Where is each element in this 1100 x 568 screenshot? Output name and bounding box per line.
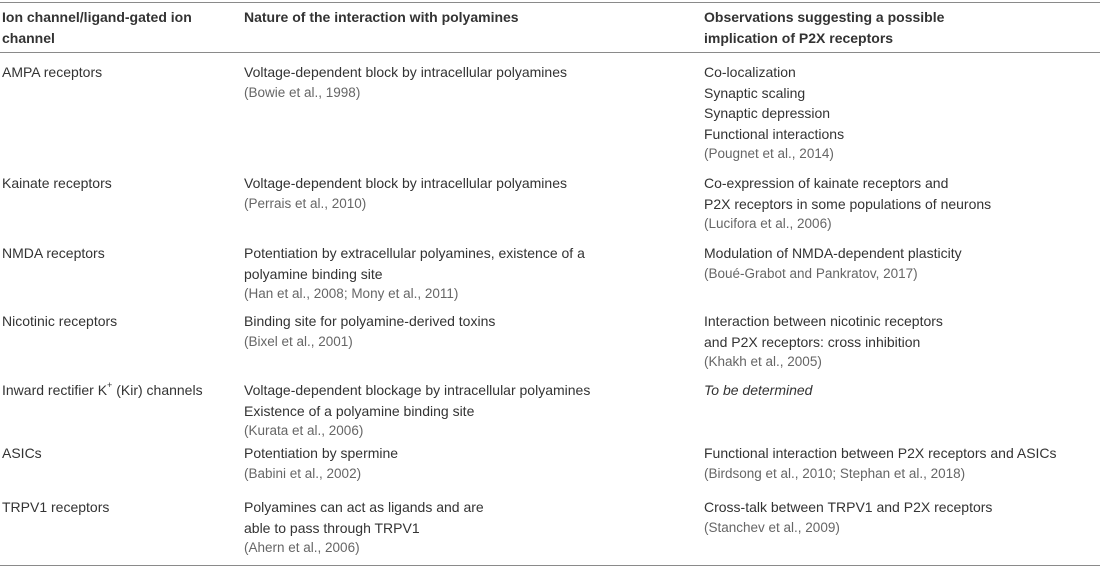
- interaction-cell: Potentiation by extracellular polyamines, existence of a polyamine binding site (Han et al., 2008; Mony et al., 2011): [244, 245, 585, 301]
- observations-cell: Co-expression of kainate receptors and P2X receptors in some populations of neurons (Lucifora et al., 2006): [704, 175, 992, 231]
- interaction-cell: Potentiation by spermine (Babini et al., 2002): [244, 445, 399, 481]
- channel-cell: TRPV1 receptors: [2, 499, 110, 515]
- observations-cell: Cross-talk between TRPV1 and P2X receptors (Stanchev et al., 2009): [704, 499, 993, 535]
- interaction-cell: Voltage-dependent blockage by intracellular polyamines Existence of a polyamine binding site (Kurata et al., 2006): [244, 382, 591, 438]
- table-top-rule: [0, 2, 1100, 3]
- channel-cell: Nicotinic receptors: [2, 313, 118, 329]
- channel-cell: Kainate receptors: [2, 175, 112, 191]
- interaction-cell: Binding site for polyamine-derived toxins (Bixel et al., 2001): [244, 313, 496, 349]
- header-rule: [0, 52, 1100, 53]
- observations-cell: Interaction between nicotinic receptors and P2X receptors: cross inhibition (Khakh et al., 2005): [704, 313, 943, 369]
- header-observations: Observations suggesting a possible implication of P2X receptors: [704, 9, 945, 46]
- channel-cell: Inward rectifier K+ (Kir) channels: [2, 380, 203, 398]
- header-ion-channel: Ion channel/ligand-gated ion channel: [2, 9, 192, 46]
- header-nature-of-interaction: Nature of the interaction with polyamines: [244, 9, 519, 25]
- channel-cell: ASICs: [2, 445, 42, 461]
- observations-cell: To be determined: [704, 382, 813, 398]
- interaction-cell: Polyamines can act as ligands and are able to pass through TRPV1 (Ahern et al., 2006): [244, 499, 484, 555]
- interaction-cell: Voltage-dependent block by intracellular polyamines (Perrais et al., 2010): [244, 175, 567, 211]
- interaction-cell: Voltage-dependent block by intracellular polyamines (Bowie et al., 1998): [244, 64, 567, 100]
- channel-cell: AMPA receptors: [2, 64, 103, 80]
- table-bottom-rule: [0, 565, 1100, 566]
- observations-cell: Functional interaction between P2X receptors and ASICs (Birdsong et al., 2010; Stephan et al., 2018): [704, 445, 1057, 481]
- observations-cell: Modulation of NMDA-dependent plasticity (Boué-Grabot and Pankratov, 2017): [704, 245, 962, 281]
- observations-cell: Co-localization Synaptic scaling Synaptic depression Functional interactions (Pougnet et al., 2014): [704, 64, 845, 161]
- channel-cell: NMDA receptors: [2, 245, 105, 261]
